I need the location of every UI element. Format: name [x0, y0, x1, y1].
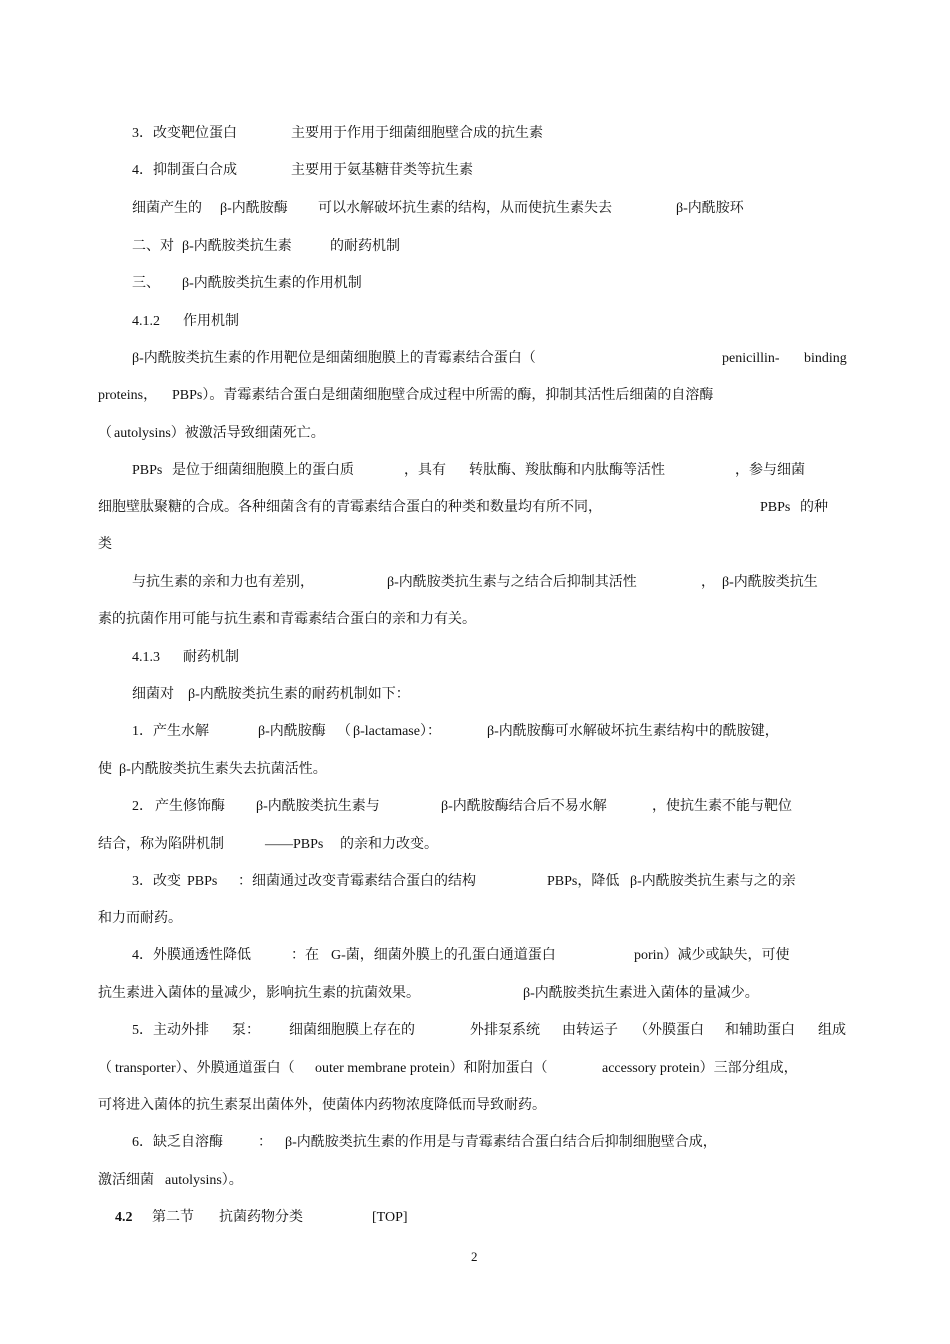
text-line: 1．产生水解: [132, 724, 209, 739]
text-line: 6．缺乏自溶酶: [132, 1135, 223, 1150]
text-line: outer membrane protein）和附加蛋白（: [315, 1061, 548, 1076]
text-line: （: [98, 1061, 112, 1076]
text-line: ——PBPs: [265, 837, 324, 852]
text-line: 主要用于氨基糖苷类等抗生素: [291, 163, 473, 178]
text-line: （: [98, 426, 112, 441]
text-line: 三、: [132, 276, 160, 291]
text-line: β-内酰胺类抗生素与之的亲: [630, 874, 796, 889]
section-heading: 第二节: [152, 1210, 194, 1225]
text-line: 泵：: [232, 1023, 260, 1038]
text-line: 细菌细胞膜上存在的: [289, 1023, 415, 1038]
text-line: 细胞壁肽聚糖的合成。各种细菌含有的青霉素结合蛋白的种类和数量均有所不同，: [98, 500, 602, 515]
text-line: β-内酰胺类抗生素失去抗菌活性。: [119, 762, 327, 777]
text-line: 抗生素进入菌体的量减少，影响抗生素的抗菌效果。: [98, 986, 420, 1001]
text-line: 2．: [132, 799, 153, 814]
text-line: 类: [98, 537, 112, 552]
text-line: 转肽酶、羧肽酶和内肽酶等活性: [469, 463, 665, 478]
section-heading: 4.2: [115, 1210, 133, 1225]
text-line: 二、对: [132, 239, 174, 254]
text-line: 与抗生素的亲和力也有差别，: [132, 575, 314, 590]
text-line: β-内酰胺类抗生: [722, 575, 818, 590]
text-line: transporter）、外膜通道蛋白（: [115, 1061, 295, 1076]
text-line: β-内酰胺酶: [258, 724, 326, 739]
text-line: autolysins）。: [165, 1173, 243, 1188]
text-line: 产生修饰酶: [155, 799, 225, 814]
text-line: 由转运子: [562, 1023, 618, 1038]
text-line: β-内酰胺类抗生素进入菌体的量减少。: [523, 986, 759, 1001]
text-line: ：: [258, 1135, 272, 1150]
text-line: （: [337, 724, 351, 739]
text-line: 素的抗菌作用可能与抗生素和青霉素结合蛋白的亲和力有关。: [98, 612, 476, 627]
text-line: proteins，: [98, 388, 158, 403]
text-line: β-内酰胺酶: [220, 201, 288, 216]
text-line: 使: [98, 762, 112, 777]
text-line: 是位于细菌细胞膜上的蛋白质: [172, 463, 354, 478]
text-line: G-菌，细菌外膜上的孔蛋白通道蛋白: [331, 948, 556, 963]
section-heading: 抗菌药物分类: [219, 1210, 303, 1225]
text-line: 的种: [800, 500, 828, 515]
text-line: 3．改变: [132, 874, 181, 889]
text-line: PBPs: [132, 463, 163, 478]
text-line: （外膜蛋白: [634, 1023, 704, 1038]
text-line: ，: [701, 575, 715, 590]
text-line: ，参与细菌: [735, 463, 805, 478]
text-line: β-内酰胺类抗生素的作用是与青霉素结合蛋白结合后抑制细胞壁合成，: [285, 1135, 717, 1150]
text-line: binding: [804, 351, 847, 366]
text-line: 的耐药机制: [330, 239, 400, 254]
text-line: 可以水解破坏抗生素的结构，从而使抗生素失去: [318, 201, 612, 216]
text-line: β-内酰胺酶结合后不易水解: [441, 799, 607, 814]
text-line: β-内酰胺酶可水解破坏抗生素结构中的酰胺键，: [487, 724, 779, 739]
text-line: β-内酰胺类抗生素: [182, 239, 292, 254]
text-line: 细菌对: [132, 687, 174, 702]
text-line: 结合，称为陷阱机制: [98, 837, 224, 852]
text-line: ，具有: [404, 463, 446, 478]
text-line: β-lactamase）：: [353, 724, 441, 739]
text-line: 激活细菌: [98, 1173, 154, 1188]
text-line: PBPs: [187, 874, 218, 889]
text-line: β-内酰胺类抗生素与: [256, 799, 380, 814]
text-line: 组成: [818, 1023, 846, 1038]
text-line: 可将进入菌体的抗生素泵出菌体外，使菌体内药物浓度降低而导致耐药。: [98, 1098, 546, 1113]
text-line: 5．主动外排: [132, 1023, 209, 1038]
section-heading: 作用机制: [183, 314, 239, 329]
text-line: porin）减少或缺失，可使: [634, 948, 790, 963]
section-heading: 耐药机制: [183, 650, 239, 665]
text-line: PBPs，降低: [547, 874, 620, 889]
text-line: β-内酰胺类抗生素的作用靶位是细菌细胞膜上的青霉素结合蛋白（: [132, 351, 536, 366]
text-line: β-内酰胺类抗生素与之结合后抑制其活性: [387, 575, 637, 590]
text-line: 外排泵系统: [470, 1023, 540, 1038]
text-line: autolysins）被激活导致细菌死亡。: [114, 426, 325, 441]
text-line: 细菌产生的: [132, 201, 202, 216]
top-link[interactable]: [TOP]: [372, 1210, 408, 1225]
text-line: β-内酰胺类抗生素的作用机制: [182, 276, 362, 291]
text-line: 4．抑制蛋白合成: [132, 163, 237, 178]
section-heading: 4.1.2: [132, 314, 160, 329]
page-number: 2: [471, 1249, 478, 1264]
text-line: β-内酰胺类抗生素的耐药机制如下：: [188, 687, 410, 702]
text-line: 3．改变靶位蛋白: [132, 126, 237, 141]
text-line: 4．外膜通透性降低: [132, 948, 251, 963]
text-line: ：在: [291, 948, 319, 963]
text-line: penicillin-: [722, 351, 780, 366]
text-line: 主要用于作用于细菌细胞壁合成的抗生素: [291, 126, 543, 141]
text-line: PBPs）。青霉素结合蛋白是细菌细胞壁合成过程中所需的酶，抑制其活性后细菌的自溶酶: [172, 388, 714, 403]
text-line: 和力而耐药。: [98, 911, 182, 926]
text-line: accessory protein）三部分组成，: [602, 1061, 798, 1076]
text-line: ，使抗生素不能与靶位: [652, 799, 792, 814]
text-line: β-内酰胺环: [676, 201, 744, 216]
text-line: PBPs: [760, 500, 791, 515]
text-line: ：细菌通过改变青霉素结合蛋白的结构: [238, 874, 476, 889]
text-line: 和辅助蛋白: [725, 1023, 795, 1038]
section-heading: 4.1.3: [132, 650, 160, 665]
text-line: 的亲和力改变。: [340, 837, 438, 852]
